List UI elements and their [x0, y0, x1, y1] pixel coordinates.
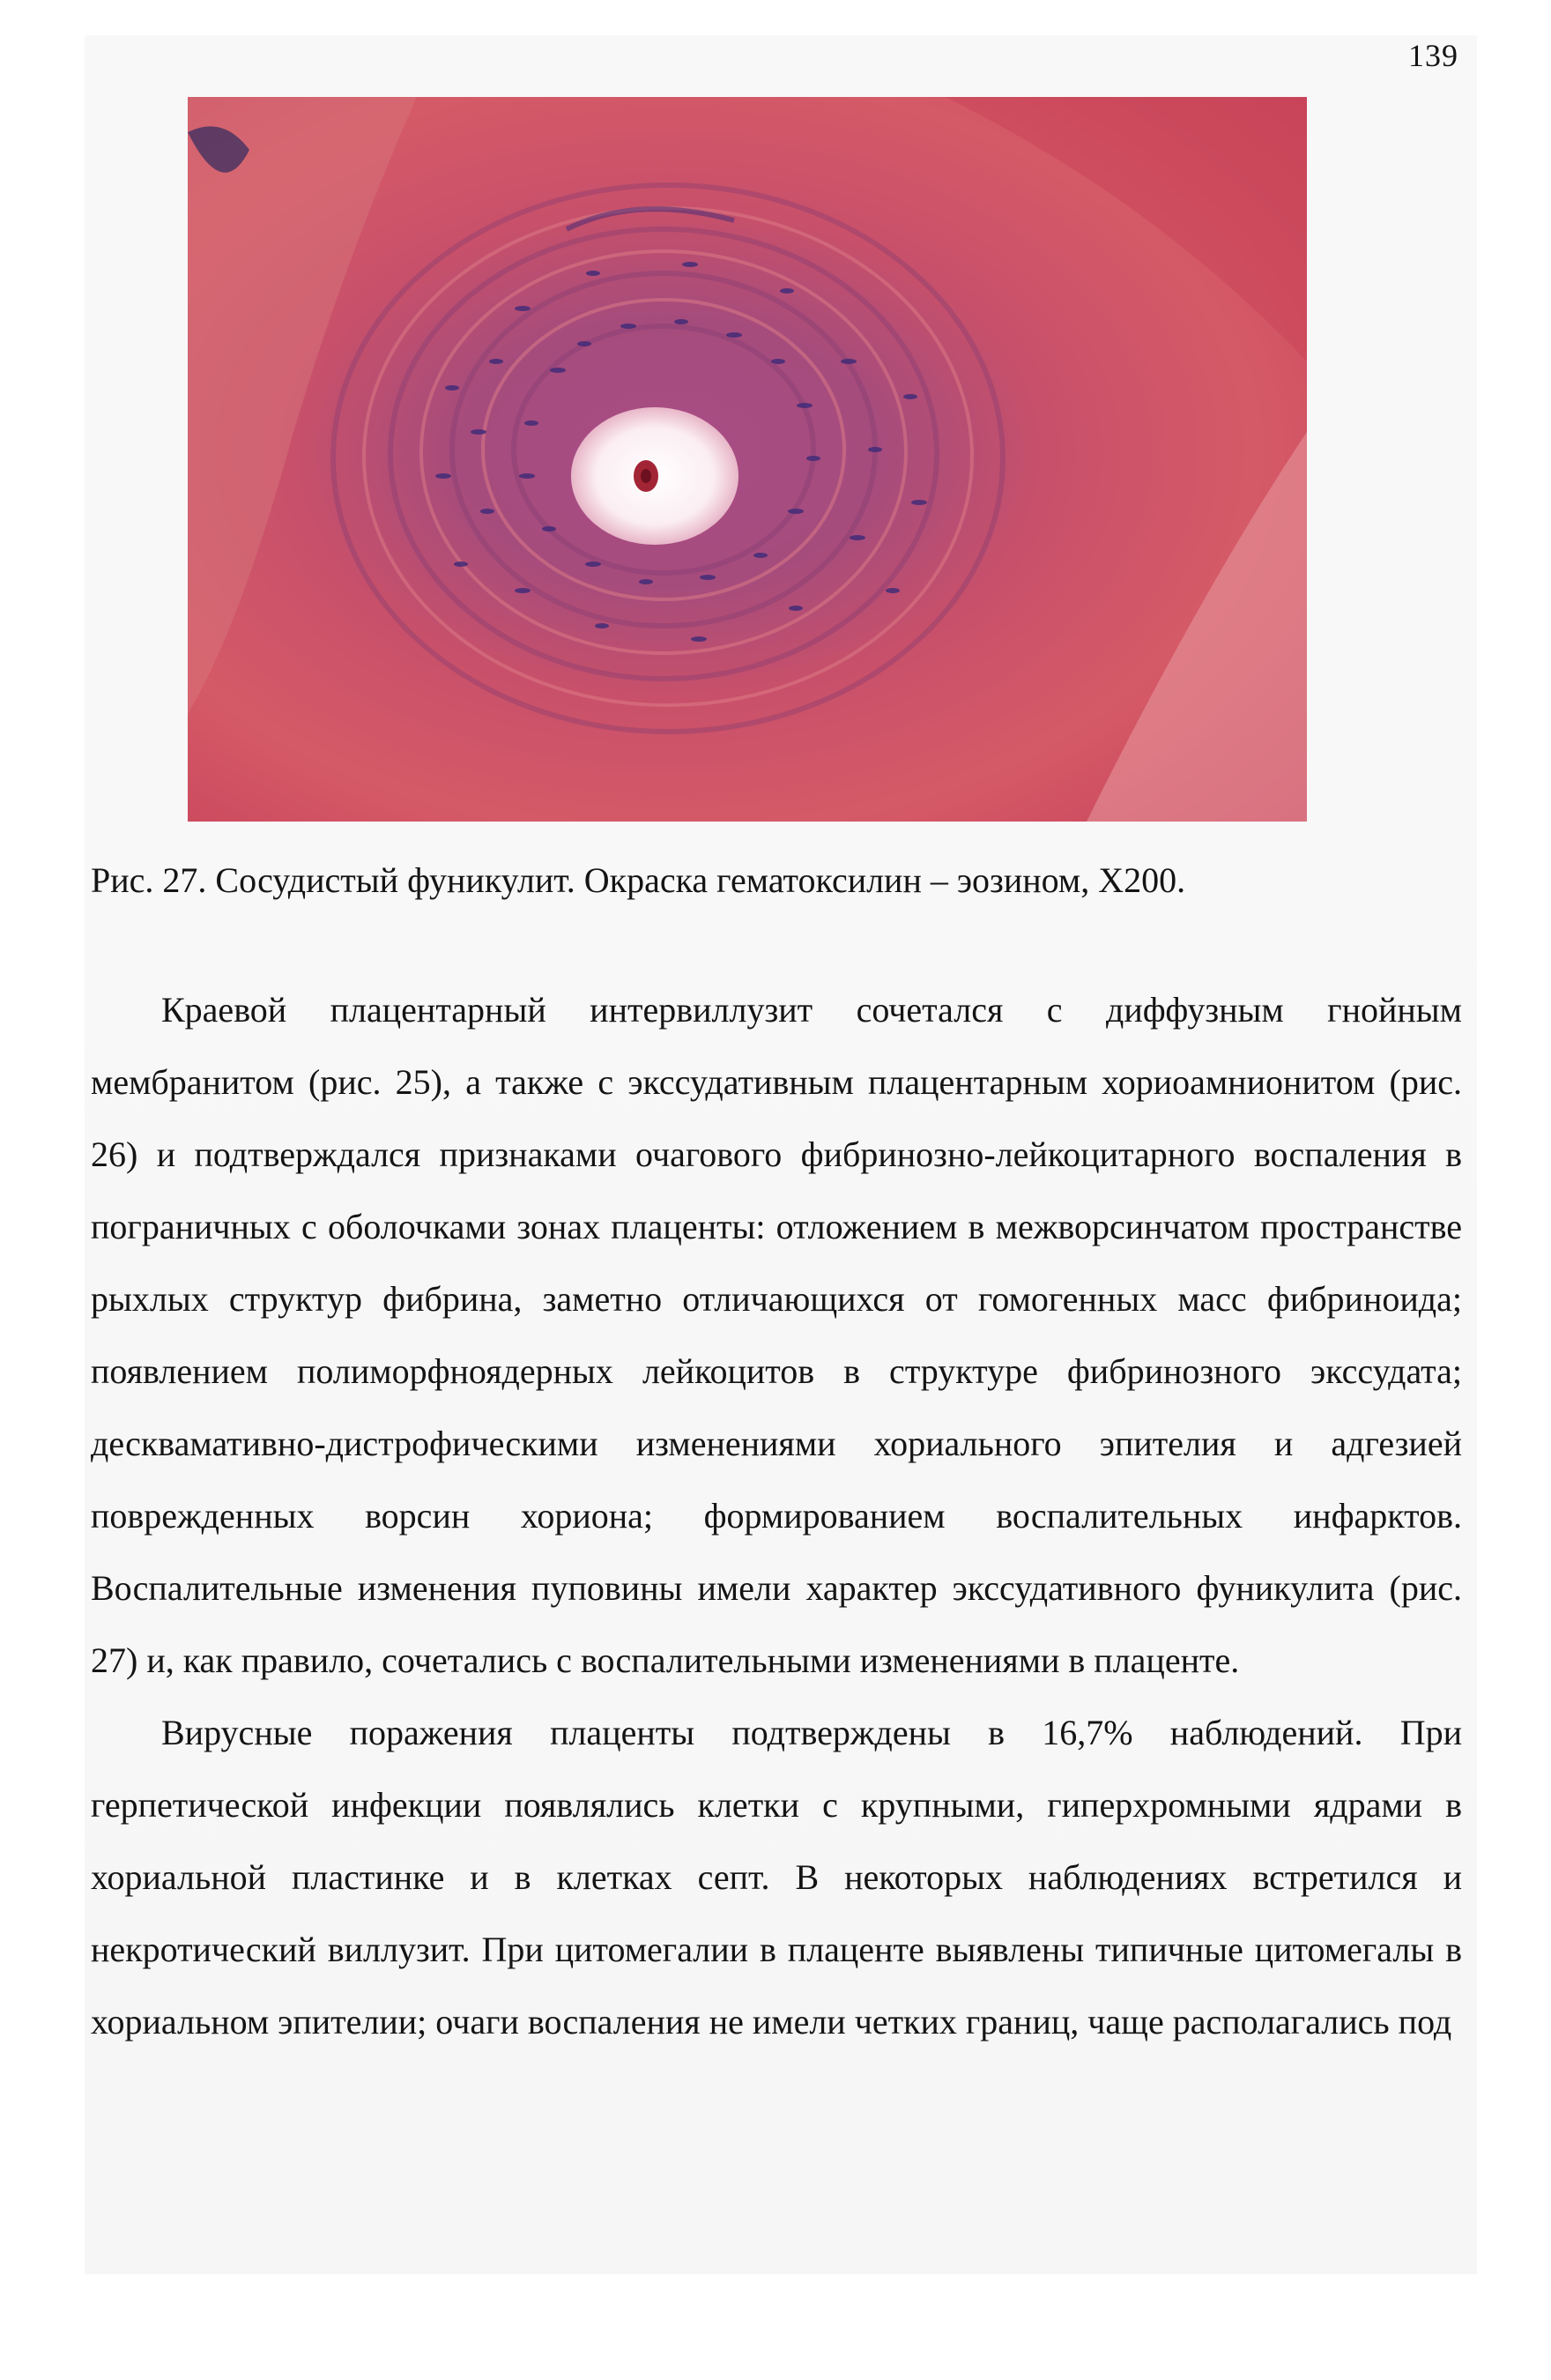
paragraph-2: Вирусные поражения плаценты подтверждены в 16,7% наблюдений. При герпетической инфекции появлялись клетки с крупными, гиперхромными ядрами в хориальной пластинке и в клетках септ. В некоторых наблюдениях встретился и некротический виллузит. При цитомегалии в плаценте выявлены типичные цитомегалы в хориальном эпителии; очаги воспаления не имели четких границ, чаще располагались под: [91, 1713, 1462, 2042]
paragraph-1: Краевой плацентарный интервиллузит сочетался с диффузным гнойным мембранитом (рис. 25), а также с экссудативным плацентарным хориоамнионитом (рис. 26) и подтверждался признаками очагового фибринозно-лейкоцитарного воспаления в пограничных с оболочками зонах плаценты: отложением в межворсинчатом пространстве рыхлых структур фибрина, заметно отличающихся от гомогенных масс фибриноида; появлением полиморфноядерных лейкоцитов в структуре фибринозного экссудата; десквамативно-дистрофическими изменениями хориального эпителия и адгезией поврежденных ворсин хориона; формированием воспалительных инфарктов. Воспалительные изменения пуповины имели характер экссудативного фуникулита (рис. 27) и, как правило, сочетались с воспалительными изменениями в плаценте.: [91, 990, 1462, 1680]
histology-micrograph: [188, 97, 1307, 822]
figure-caption: Рис. 27. Сосудистый фуникулит. Окраска гематоксилин – эозином, X200.: [91, 860, 1186, 900]
body-text: [91, 974, 1462, 2058]
page-number: 139: [1408, 38, 1458, 73]
micrograph-image: [188, 97, 1307, 822]
